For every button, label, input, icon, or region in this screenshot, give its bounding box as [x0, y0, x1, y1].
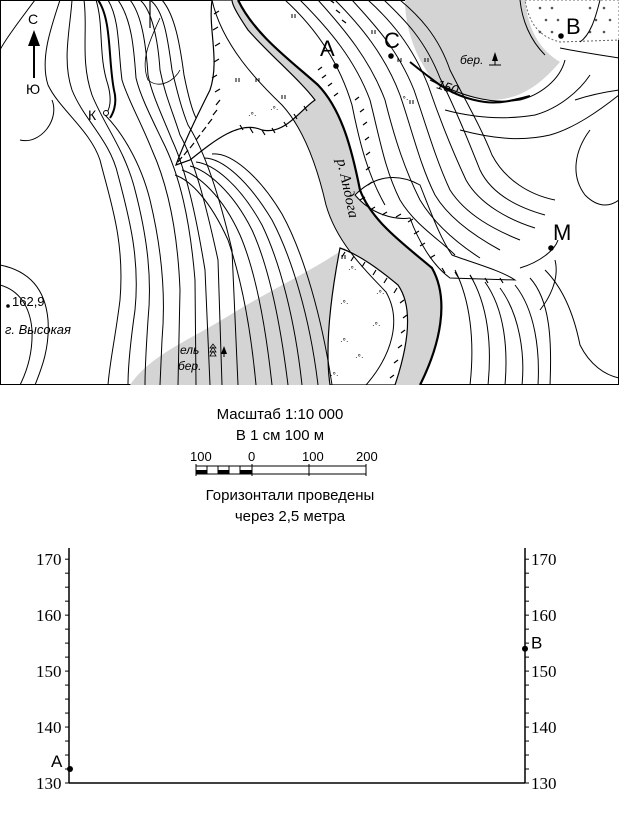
left-tick-label: 150 — [36, 662, 62, 682]
scale-tick-0: 0 — [248, 449, 256, 464]
right-tick-label: 170 — [531, 550, 557, 570]
point-c-label: С — [384, 28, 400, 53]
left-tick-label: 160 — [36, 606, 62, 626]
birch-label-top: бер. — [460, 53, 484, 67]
hill-name: г. Высокая — [5, 322, 71, 337]
point-m-marker — [548, 245, 554, 251]
height-value: 162,9 — [12, 294, 45, 309]
contour-note-line2: через 2,5 метра — [234, 508, 346, 525]
contour-interval-note — [150, 485, 430, 527]
svg-text:·°·: ·°· — [340, 299, 349, 308]
profile-axes — [36, 548, 557, 793]
svg-text:·°·: ·°· — [248, 111, 257, 120]
topographic-map — [0, 0, 619, 385]
scale-legend — [180, 404, 380, 446]
svg-text:·°·: ·°· — [376, 289, 385, 298]
right-tick-label: 160 — [531, 606, 557, 626]
left-tick-label: 170 — [36, 550, 62, 570]
point-a-label: А — [320, 36, 335, 61]
profile-point-b-label: В — [531, 633, 543, 653]
birch-label-bottom: бер. — [178, 359, 202, 373]
svg-text:·°·: ·°· — [372, 321, 381, 330]
height-mark — [6, 304, 10, 308]
left-tick-label: 140 — [36, 718, 62, 738]
point-b-marker — [558, 33, 564, 39]
point-k-marker — [104, 111, 109, 116]
point-m-label: М — [553, 220, 572, 245]
svg-text:·°·: ·°· — [330, 371, 339, 380]
contour-note-line1: Горизонтали проведены — [205, 487, 375, 504]
scale-tick-200: 200 — [356, 449, 378, 464]
point-b-label: В — [566, 14, 581, 39]
spruce-label: ель — [180, 343, 200, 357]
profile-point-a — [67, 766, 73, 772]
right-tick-label: 150 — [531, 662, 557, 682]
contour-value-label: 150 — [435, 76, 461, 98]
svg-text:·°·: ·°· — [355, 353, 364, 362]
right-tick-label: 140 — [531, 718, 557, 738]
profile-point-b — [522, 646, 528, 652]
svg-text:·°·: ·°· — [340, 337, 349, 346]
scale-tick-100-right: 100 — [302, 449, 324, 464]
scale-ratio: Масштаб 1:10 000 — [216, 406, 344, 423]
scale-bar — [190, 448, 380, 480]
svg-text:·°·: ·°· — [348, 265, 357, 274]
svg-text:·°·: ·°· — [270, 105, 279, 114]
south-label: Ю — [26, 81, 41, 97]
scale-text: В 1 см 100 м — [235, 427, 325, 444]
profile-point-a-label: А — [51, 752, 63, 772]
point-k-label: К — [88, 107, 97, 123]
scale-tick-100-left: 100 — [190, 449, 212, 464]
north-label: С — [28, 11, 39, 27]
left-tick-label: 130 — [36, 774, 62, 793]
river-label: р. Андога — [333, 157, 362, 220]
point-c-marker — [388, 53, 394, 59]
svg-text:·°·: ·°· — [400, 95, 409, 104]
right-tick-label: 130 — [531, 774, 557, 793]
profile-grid — [0, 540, 619, 817]
point-a-marker — [333, 63, 339, 69]
